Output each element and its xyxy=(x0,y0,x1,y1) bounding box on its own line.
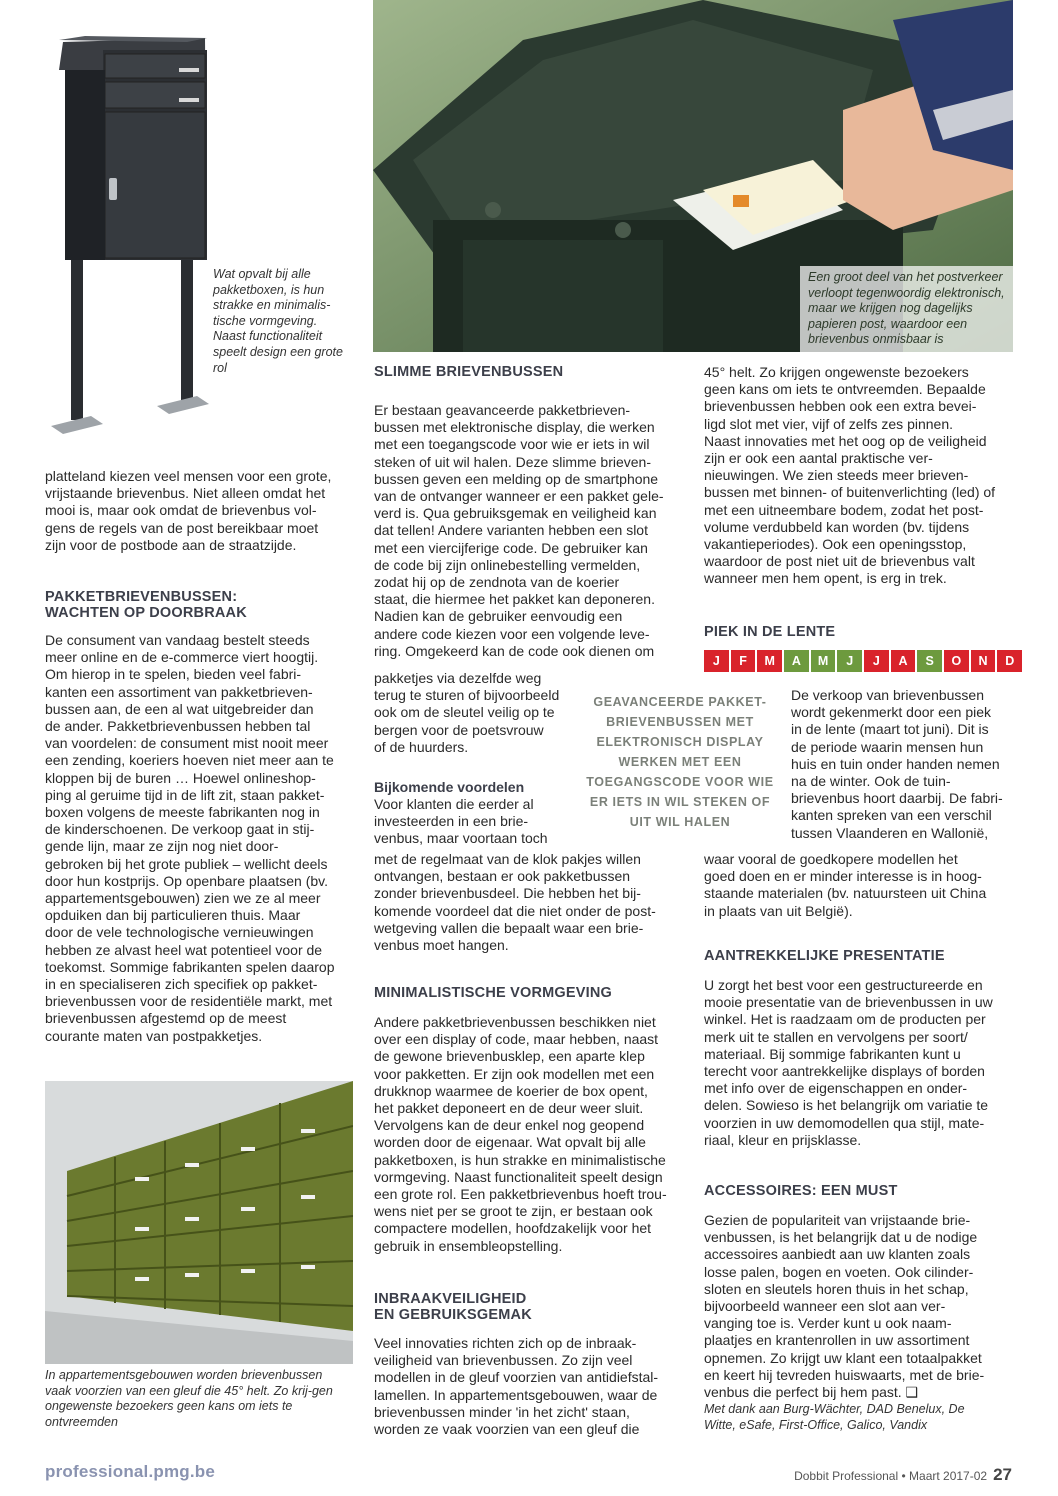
heading-line: INBRAAKVEILIGHEID xyxy=(374,1291,527,1307)
text-line: gende lijn, maar ze zijn nog niet door- xyxy=(45,838,279,855)
text-line: staat, die hiermee het pakket kan deponeren. xyxy=(374,591,655,608)
text-line: en keert hij tevreden huiswaarts, met de brie- xyxy=(704,1366,985,1383)
text-line: ring. Omgekeerd kan de code ook dienen om xyxy=(374,642,655,659)
text-line: met een toegangscode voor wie er iets in wil xyxy=(374,436,650,453)
text-line: Er bestaan geavanceerde pakketbrieven- xyxy=(374,402,631,418)
text-line: brievenbussen hebben ook een extra bevei- xyxy=(704,398,977,415)
text-line: huis en tuin onder handen nemen xyxy=(791,755,1000,772)
text-line: ping al geruime tijd in de lift zit, staan pakket- xyxy=(45,786,325,803)
text-line: hebben ze alvast heel wat potentieel voor de xyxy=(45,941,323,958)
text-line: de code bij zijn onlinebestelling vermelden, xyxy=(374,556,641,573)
text-line: ook om de sleutel veilig op te xyxy=(374,704,555,721)
text-line: kanten een assortiment van pakketbrieven- xyxy=(45,683,313,700)
text-line: na de winter. Ook de tuin- xyxy=(791,773,951,790)
text-line: voorzien in uw demomodellen qua stijl, mate- xyxy=(704,1114,985,1131)
text-line: brievenbussen voor de residentiële markt, met xyxy=(45,993,333,1010)
text-line: met een viercijferige code. De gebruiker kan xyxy=(374,539,648,556)
text-line: andere code kiezen voor een volgende leve- xyxy=(374,625,650,642)
subheading-bijkomende-voordelen: Bijkomende voordelen xyxy=(374,779,525,795)
text-line: bijvoorbeeld wanneer een slot aan ver- xyxy=(704,1298,946,1315)
month-cell: A xyxy=(784,650,809,672)
text-line: kanten spreken van een verschil xyxy=(791,807,992,824)
col2-bijkomende-full xyxy=(374,851,684,954)
text-line: U zorgt het best voor een gestructureerde en xyxy=(704,977,983,993)
text-line: zijn voor de postbode aan de straatzijde. xyxy=(45,536,297,553)
text-line: een zending, koeriers hoeven niet meer aan te xyxy=(45,752,334,769)
text-line: komende voordeel dat die niet onder de post- xyxy=(374,902,656,919)
text-line: dat tellen! Andere varianten hebben een slot xyxy=(374,522,648,539)
text-line: door hun kostprijs. Op openbare plaatsen (bv. xyxy=(45,872,329,889)
text-line: compactere modellen, hoofdzakelijk voor het xyxy=(374,1220,652,1237)
text-line: de gewone brievenbusklep, een aparte klep xyxy=(374,1048,645,1065)
parcel-box-illustration xyxy=(45,30,215,450)
text-line: brievenbussen minder 'in het zicht' staan, xyxy=(374,1403,630,1420)
text-line: steken of uit wil halen. Deze slimme brieven- xyxy=(374,453,652,470)
wall-photo-caption: In appartementsgebouwen worden brievenbussen vaak voorzien van een gleuf die 45° helt. Zo krij-gen ongewenste bezoekers geen kans om iets te ontvreemden xyxy=(45,1368,333,1429)
text-line: ontvangen, bestaan er ook pakketbussen xyxy=(374,868,631,885)
website-link[interactable]: professional.pmg.be xyxy=(45,1462,216,1481)
text-line: materiaal. Bij sommige fabrikanten kunt u xyxy=(704,1045,961,1062)
heading-line: PAKKETBRIEVENBUSSEN: xyxy=(45,589,238,605)
text-line: brievenbus hoort daarbij. De fabri- xyxy=(791,790,1003,807)
text-line: met info over de eigenschappen en onder- xyxy=(704,1080,968,1097)
wall-mailboxes-photo xyxy=(45,1081,353,1364)
text-line: wetgeving vallen die bepaalt waar een brie- xyxy=(374,919,644,936)
col2-inbraak xyxy=(374,1335,684,1438)
text-line: plaatjes en krantenrollen in uw assortiment xyxy=(704,1332,970,1349)
text-line: mooi is, maar ook omdat de brievenbus vol- xyxy=(45,502,317,519)
text-line: tussen Vlaanderen en Wallonië, xyxy=(791,824,989,841)
heading-inbraakveiligheid xyxy=(374,1291,532,1323)
text-line: met een uitneembare bodem, zodat het post- xyxy=(704,501,984,518)
text-line: Nadien kan de gebruiker eenvoudig een xyxy=(374,608,623,625)
heading-pakketbrievenbussen xyxy=(45,589,247,621)
text-line: de kinderschoenen. De verkoop gaat in stij- xyxy=(45,821,315,838)
text-line: venbus, maar voortaan toch xyxy=(374,830,548,847)
text-line: volume verdubbeld kan worden (bv. tijdens xyxy=(704,518,970,535)
col2-minimal xyxy=(374,1014,684,1255)
text-line: goed doen en er minder interesse is in hoog- xyxy=(704,868,982,885)
text-line: bussen aan, de een al wat uitgebreider dan xyxy=(45,700,314,717)
text-line: gens de regels van de post bereikbaar moet xyxy=(45,519,319,536)
col2-slimme xyxy=(374,402,684,660)
text-line: riaal, kleur en prijsklasse. xyxy=(704,1131,862,1148)
heading-piek-in-de-lente: PIEK IN DE LENTE xyxy=(704,624,836,640)
text-line: boxen volgens de meeste fabrikanten nog in xyxy=(45,804,320,821)
text-line: gebroken bij het grote publiek – wellicht deels xyxy=(45,855,328,872)
text-line: met de regelmaat van de klok pakjes willen xyxy=(374,851,641,867)
text-line: accessoires aanbiedt aan uw klanten zoals xyxy=(704,1246,971,1263)
text-line: 45° helt. Zo krijgen ongewenste bezoekers xyxy=(704,364,969,380)
text-line: drukknop waarmee de koerier de box opent, xyxy=(374,1082,648,1099)
text-line: platteland kiezen veel mensen voor een grote, xyxy=(45,468,332,484)
mailbox-photo xyxy=(373,0,1013,352)
text-line: staande materialen (bv. natuursteen uit China xyxy=(704,885,987,902)
text-line: meer online en de e-commerce viert hoogtij. xyxy=(45,649,319,666)
text-line: zonder brievenbusdeel. Die hebben het bij- xyxy=(374,885,641,902)
text-line: een grote rol. Een pakketbrievenbus hoeft trou- xyxy=(374,1186,667,1203)
text-line: pakketboxen, is hun strakke en minimalistische xyxy=(374,1151,666,1168)
heading-line: EN GEBRUIKSGEMAK xyxy=(374,1307,532,1323)
text-line: losse palen, bogen en voeten. Ook cilinder- xyxy=(704,1263,974,1280)
text-line: de periode waarin mensen hun xyxy=(791,738,984,755)
col1-body xyxy=(45,632,354,1045)
col1-intro xyxy=(45,468,354,554)
text-line: delen. Sowieso is het belangrijk om variatie te xyxy=(704,1097,989,1114)
text-line: bergen voor de poetsvrouw xyxy=(374,721,544,738)
text-line: De verkoop van brievenbussen xyxy=(791,687,985,703)
month-cell: M xyxy=(757,650,782,672)
text-line: in en specialiseren zich specifiek op pakket- xyxy=(45,976,318,993)
text-line: van voordelen: de consument mist nooit meer xyxy=(45,735,329,752)
text-line: Gezien de populariteit van vrijstaande brie- xyxy=(704,1212,971,1228)
text-line: waardoor de post niet uit de brievenbus valt xyxy=(704,553,975,570)
text-line: Vervolgens kan de deur enkel nog geopend xyxy=(374,1117,645,1134)
text-line: merk uit te stallen en vervolgens per soort/ xyxy=(704,1028,968,1045)
text-line: of de huurders. xyxy=(374,738,469,755)
text-line: veiligheid van brievenbussen. Zo zijn veel xyxy=(374,1352,633,1369)
month-cell: D xyxy=(997,650,1022,672)
text-line: venbus moet hangen. xyxy=(374,937,509,954)
text-line: bussen geven een melding op de smartphone xyxy=(374,470,659,487)
month-cell: J xyxy=(864,650,889,672)
text-line: ligd slot met vier, vijf of zelfs zes pinnen. xyxy=(704,415,953,432)
text-line: Andere pakketbrievenbussen beschikken niet xyxy=(374,1014,656,1030)
pull-quote: GEAVANCEERDE PAKKET-BRIEVENBUSSEN MET ELEKTRONISCH DISPLAY WERKEN MET EEN TOEGANGSCODE VOOR WIE ER IETS IN WIL STEKEN OF UIT WIL HALEN xyxy=(586,695,774,829)
text-line: bussen met elektronische display, die werken xyxy=(374,419,655,436)
text-line: wens niet per se groot te zijn, er bestaan ook xyxy=(374,1203,653,1220)
text-line: bussen met binnen- of buitenverlichting (led) of xyxy=(704,484,996,501)
heading-minimalistische-vormgeving: MINIMALISTISCHE VORMGEVING xyxy=(374,985,613,1001)
heading-accessoires: ACCESSOIRES: EEN MUST xyxy=(704,1183,898,1199)
text-line: terug te sturen of bijvoorbeeld xyxy=(374,687,560,704)
text-line: waar vooral de goedkopere modellen het xyxy=(704,851,958,867)
text-line: worden ze vaak voorzien van een gleuf die xyxy=(374,1421,640,1438)
text-line: zodat hij op de zendnota van de koerier xyxy=(374,574,620,591)
text-line: opduiken dan bij particulieren thuis. Maar xyxy=(45,907,301,924)
col3-top xyxy=(704,364,1014,588)
cabinet-caption: Wat opvalt bij alle pakketboxen, is hun strakke en minimalis-tische vormgeving. Naast functionaliteit speelt design een grote rol xyxy=(213,267,343,375)
month-cell: M xyxy=(811,650,836,672)
text-line: in de lente (maart tot juni). Dit is xyxy=(791,721,989,738)
text-line: de ander. Pakketbrievenbussen hebben tal xyxy=(45,718,311,735)
month-cell: O xyxy=(944,650,969,672)
text-line: terecht voor aantrekkelijke displays of borden xyxy=(704,1063,985,1080)
text-line: toekomst. Sommige fabrikanten spelen daarop xyxy=(45,958,335,975)
text-line: vormgeving. Naast functionaliteit speelt design xyxy=(374,1168,663,1185)
top-photo-caption: Een groot deel van het postverkeer verloopt tegenwoordig elektronisch, maar we krijgen nog dagelijks papieren post, waardoor een brievenbus onmisbaar is xyxy=(808,270,1005,347)
text-line: winkel. Het is raadzaam om de producten per xyxy=(704,1011,986,1028)
text-line: modellen in de gleuf voorzien van antidiefstal- xyxy=(374,1369,659,1386)
text-line: voor pakketten. Er zijn ook modellen met een xyxy=(374,1065,655,1082)
page-number: 27 xyxy=(993,1465,1012,1484)
month-cell: S xyxy=(917,650,942,672)
text-line: venbussen, is het belangrijk dat u de nodige xyxy=(704,1229,978,1246)
text-line: verd is. Qua gebruiksgemak en veiligheid kan xyxy=(374,505,657,522)
text-line: worden door de eigenaar. Wat opvalt bij alle xyxy=(374,1134,646,1151)
heading-aantrekkelijke-presentatie: AANTREKKELIJKE PRESENTATIE xyxy=(704,948,945,964)
col2-slimme-narrow xyxy=(374,670,571,756)
text-line: mooie presentatie van de brievenbussen in uw xyxy=(704,994,993,1011)
text-line: gebruik in ensembleopstelling. xyxy=(374,1237,563,1254)
text-line: geen kans om iets te ontvreemden. Bepaalde xyxy=(704,381,986,398)
text-line: kloppen bij de buren … Hoewel onlineshop- xyxy=(45,769,316,786)
text-line: zijn er ook een aantal praktische ver- xyxy=(704,450,933,467)
text-line: Veel innovaties richten zich op de inbraak- xyxy=(374,1335,637,1351)
text-line: Voor klanten die eerder al xyxy=(374,796,534,812)
text-line: courante maten van postpakketjes. xyxy=(45,1027,263,1044)
month-cell: J xyxy=(837,650,862,672)
text-line: wordt gekenmerkt door een piek xyxy=(791,704,991,721)
text-line: De consument van vandaag bestelt steeds xyxy=(45,632,310,648)
col3-presentatie xyxy=(704,977,1014,1149)
text-line: appartementsgebouwen) zien we ze al meer xyxy=(45,890,321,907)
text-line: van de ontvanger wanneer er een pakket gele- xyxy=(374,488,664,505)
text-line: brievenbussen afgestemd op de meest xyxy=(45,1010,287,1027)
col3-piek-narrow xyxy=(791,687,1014,842)
text-line: vakantieperiodes). Ook een openingsstop, xyxy=(704,536,967,553)
text-line: sloten en sleutels horen thuis in het schap, xyxy=(704,1280,969,1297)
text-line: investeerden in een brie- xyxy=(374,813,529,830)
issue-text: Dobbit Professional • Maart 2017-02 xyxy=(794,1469,988,1483)
month-cell: A xyxy=(891,650,916,672)
text-line: Naast innovaties met het oog op de veiligheid xyxy=(704,432,987,449)
text-line: door de vele technologische vernieuwingen xyxy=(45,924,314,941)
col2-bijkomende-narrow xyxy=(374,796,571,848)
col3-piek-full xyxy=(704,851,1014,920)
text-line: over een display of code, maar hebben, naast xyxy=(374,1031,659,1048)
text-line: pakketjes via dezelfde weg xyxy=(374,670,542,686)
text-line: nieuwingen. We zien steeds meer brieven- xyxy=(704,467,969,484)
top-photo-caption-box xyxy=(800,266,1013,352)
text-line: wanneer men hem opent, is erg in trek. xyxy=(704,570,947,587)
month-cell: N xyxy=(971,650,996,672)
credits-line: Witte, eSafe, First-Office, Galico, Vandix xyxy=(704,1417,928,1432)
credits-line: Met dank aan Burg-Wächter, DAD Benelux, De xyxy=(704,1402,965,1416)
text-line: opnemen. Zo krijgt uw klant een totaalpakket xyxy=(704,1349,982,1366)
text-line: Om hierop in te spelen, bieden veel fabri- xyxy=(45,666,302,683)
heading-line: WACHTEN OP DOORBRAAK xyxy=(45,605,247,621)
text-line: venbus die perfect bij hem past. ❑ xyxy=(704,1384,919,1401)
text-line: lamellen. In appartementsgebouwen, waar de xyxy=(374,1386,658,1403)
text-line: vanging toe is. Verder kunt u ook naam- xyxy=(704,1315,952,1332)
col3-accessoires xyxy=(704,1212,1014,1401)
month-cell: F xyxy=(731,650,756,672)
text-line: in plaats van uit België). xyxy=(704,902,853,919)
credits xyxy=(704,1402,1014,1433)
text-line: vrijstaande brievenbus. Niet alleen omdat het xyxy=(45,485,326,502)
month-cell: J xyxy=(704,650,729,672)
text-line: het pakket deponeert en de deur weer sluit. xyxy=(374,1100,644,1117)
heading-slimme-brievenbussen: SLIMME BRIEVENBUSSEN xyxy=(374,364,564,380)
footer-issue xyxy=(794,1465,1012,1485)
month-bar xyxy=(704,650,1022,672)
